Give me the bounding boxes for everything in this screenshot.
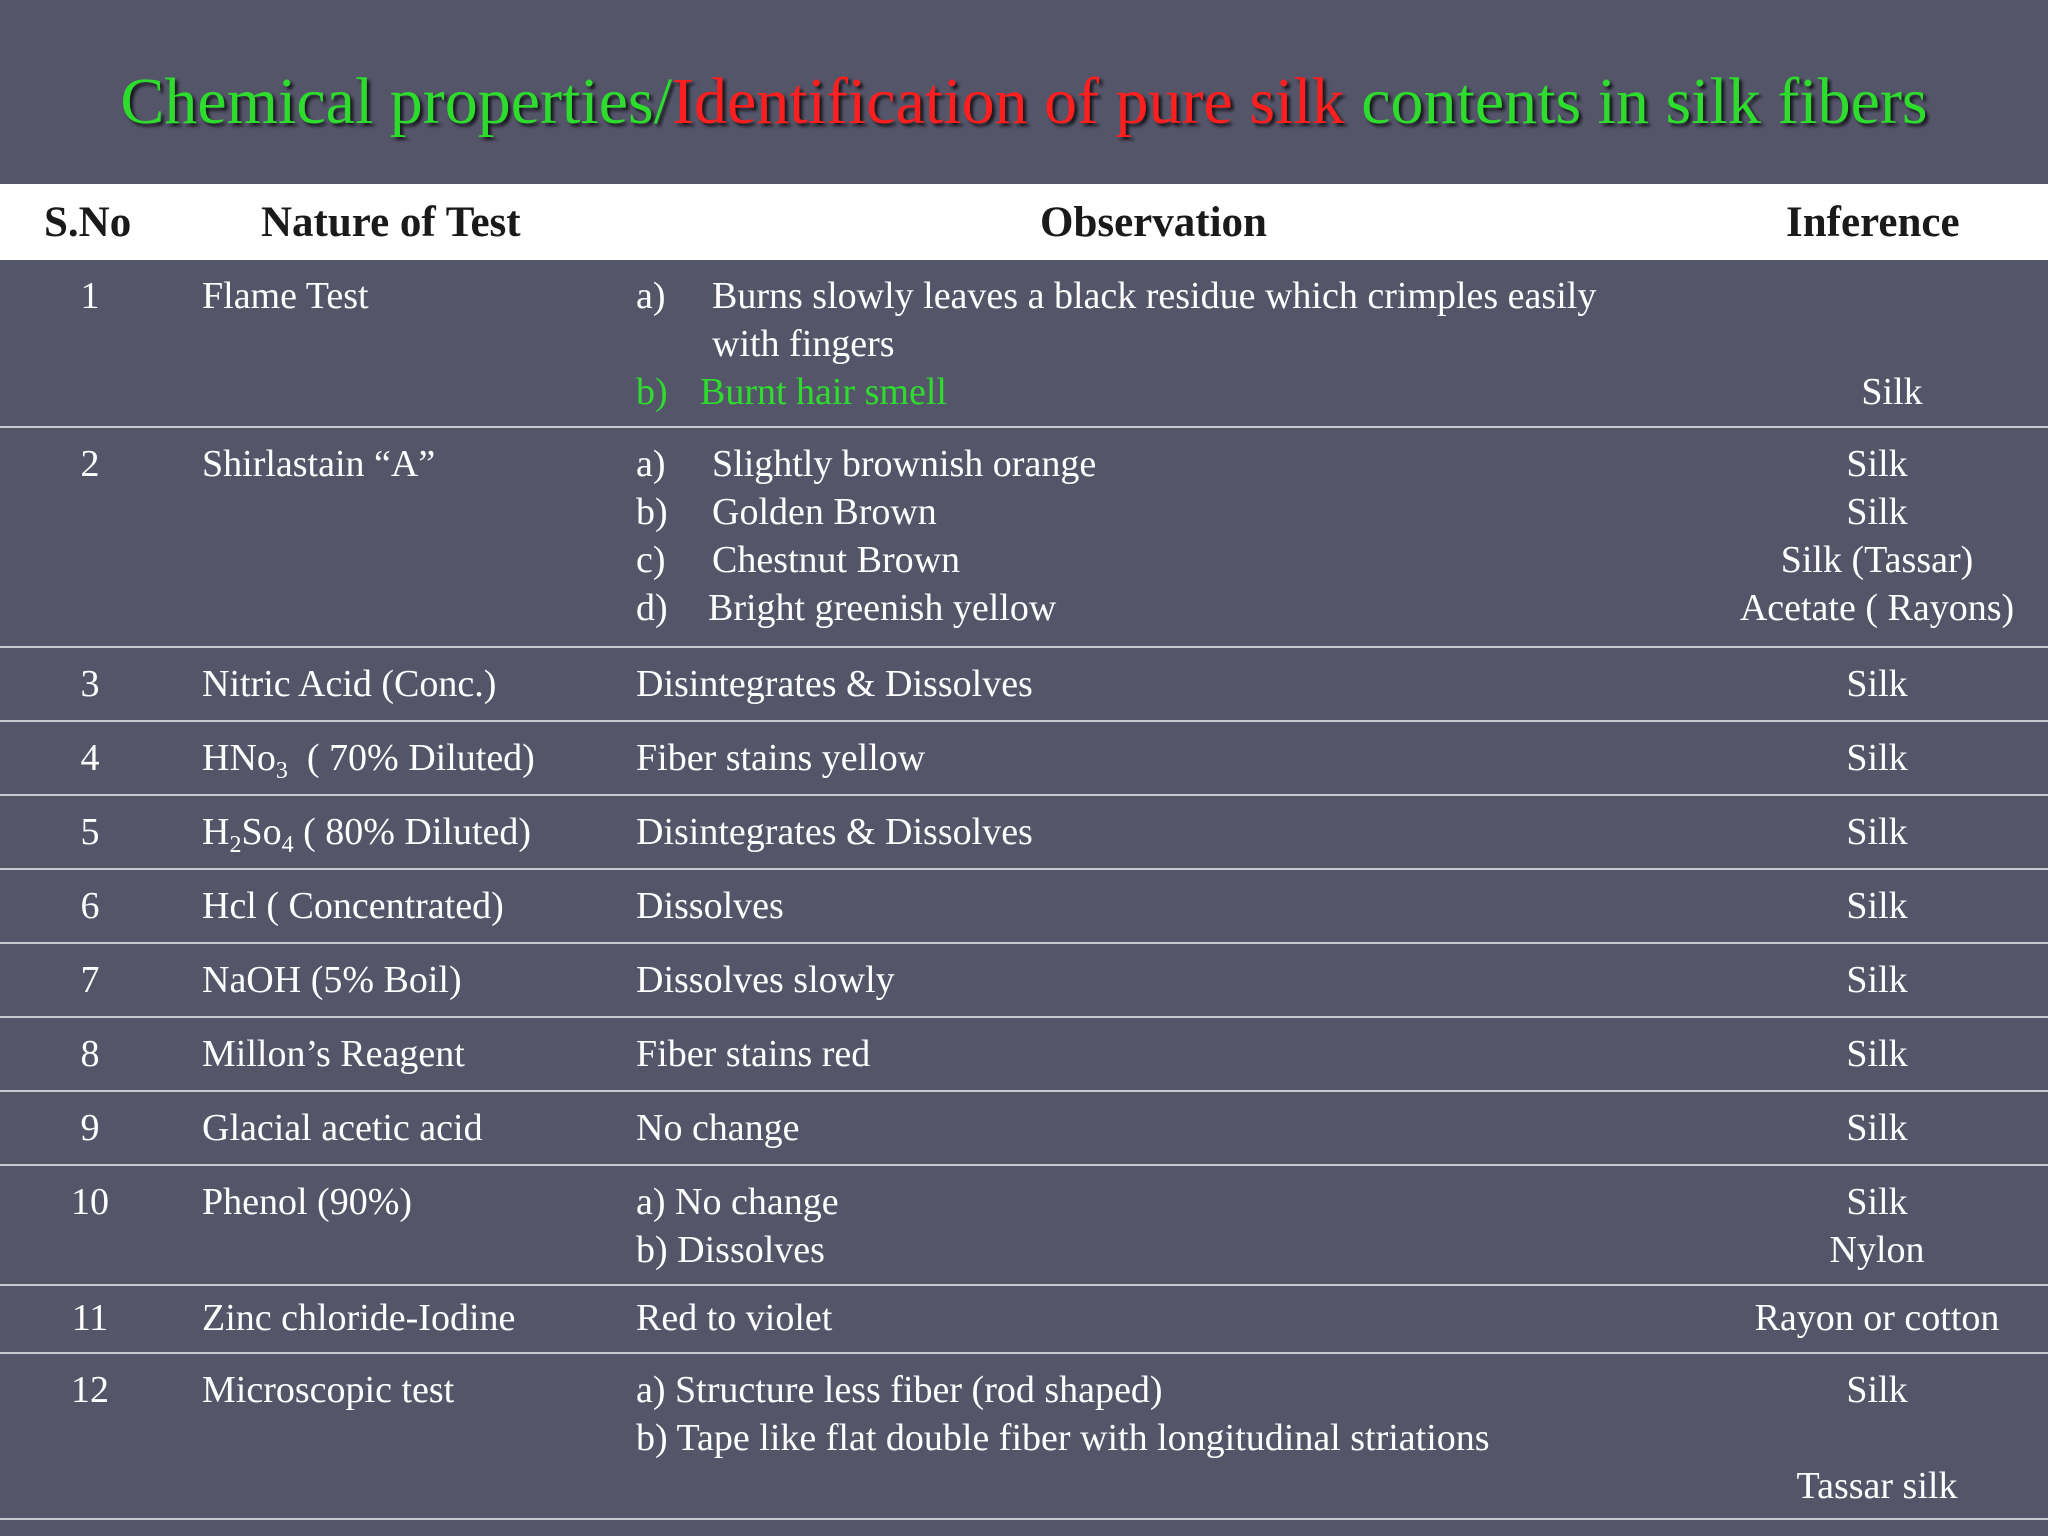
header-observation: Observation bbox=[1040, 199, 1267, 246]
table-row bbox=[0, 944, 2048, 1018]
row-observation: Fiber stains red bbox=[636, 1033, 871, 1075]
row-observation: Dissolves bbox=[636, 885, 784, 927]
row-observation: Disintegrates & Dissolves bbox=[636, 811, 1033, 853]
row-inference bbox=[1730, 1178, 2024, 1274]
obs-text: Chestnut Brown bbox=[712, 539, 961, 581]
row-test: NaOH (5% Boil) bbox=[202, 959, 462, 1001]
table-row bbox=[0, 260, 2048, 428]
obs-item: a) Structure less fiber (rod shaped) bbox=[636, 1369, 1163, 1411]
row-sno: 3 bbox=[80, 663, 100, 705]
row-test: Zinc chloride-Iodine bbox=[202, 1297, 516, 1339]
row-test bbox=[202, 734, 535, 782]
row-sno: 7 bbox=[80, 959, 100, 1001]
row-inference bbox=[1730, 440, 2024, 632]
obs-text: Bright greenish yellow bbox=[708, 587, 1057, 629]
row-sno: 8 bbox=[80, 1033, 100, 1075]
row-observation: Dissolves slowly bbox=[636, 959, 895, 1001]
row-observation bbox=[636, 1178, 839, 1274]
obs-text: Slightly brownish orange bbox=[712, 443, 1097, 485]
slide-title bbox=[0, 62, 2048, 142]
row-sno: 2 bbox=[80, 443, 100, 485]
formula-subscript: 4 bbox=[281, 832, 294, 858]
table-header bbox=[0, 184, 2048, 260]
header-sno: S.No bbox=[44, 199, 132, 246]
row-sno: 9 bbox=[80, 1107, 100, 1149]
table-row bbox=[0, 1286, 2048, 1354]
header-inference: Inference bbox=[1786, 199, 1960, 246]
obs-item: b) Tape like flat double fiber with longitudinal striations bbox=[636, 1417, 1490, 1459]
obs-text: Burns slowly leaves a black residue which crimples easily bbox=[712, 275, 1597, 317]
table-row bbox=[0, 1092, 2048, 1166]
row-observation bbox=[636, 1366, 1490, 1462]
inference-item: Silk bbox=[1846, 491, 1908, 533]
table-row bbox=[0, 1166, 2048, 1286]
row-inference: Rayon or cotton bbox=[1754, 1297, 2000, 1339]
row-test: Hcl ( Concentrated) bbox=[202, 885, 504, 927]
row-test: Glacial acetic acid bbox=[202, 1107, 483, 1149]
obs-label: a) bbox=[636, 275, 666, 317]
row-test: Nitric Acid (Conc.) bbox=[202, 663, 497, 705]
row-test: Microscopic test bbox=[202, 1369, 455, 1411]
formula-subscript: 2 bbox=[229, 832, 242, 858]
row-observation: Fiber stains yellow bbox=[636, 737, 926, 779]
row-inference: Silk bbox=[1846, 737, 1908, 779]
row-sno: 1 bbox=[80, 275, 100, 317]
inference-item: Silk (Tassar) bbox=[1780, 539, 1974, 581]
row-inference: Silk bbox=[1846, 959, 1908, 1001]
row-inference: Silk bbox=[1846, 1033, 1908, 1075]
row-inference: Silk bbox=[1846, 663, 1908, 705]
formula-part: HNo bbox=[202, 737, 276, 779]
obs-label: a) bbox=[636, 443, 666, 485]
obs-text: Burnt hair smell bbox=[700, 371, 947, 413]
row-sno: 4 bbox=[80, 737, 100, 779]
row-observation: Disintegrates & Dissolves bbox=[636, 663, 1033, 705]
title-part-3: contents in silk fibers bbox=[1344, 65, 1928, 138]
inference-item: Tassar silk bbox=[1796, 1465, 1958, 1507]
row-observation bbox=[636, 272, 1596, 416]
inference-item: Silk bbox=[1846, 443, 1908, 485]
inference-item: Silk bbox=[1846, 1369, 1908, 1411]
title-part-2: Identification of pure silk bbox=[672, 65, 1345, 138]
row-inference: Silk bbox=[1861, 371, 1923, 413]
table-row bbox=[0, 870, 2048, 944]
obs-item: a) No change bbox=[636, 1181, 839, 1223]
inference-item: Acetate ( Rayons) bbox=[1739, 587, 2015, 629]
row-observation bbox=[636, 440, 1096, 632]
formula-part: H bbox=[202, 811, 230, 853]
obs-label: b) bbox=[636, 491, 668, 533]
obs-label: b) bbox=[636, 371, 668, 413]
obs-label: d) bbox=[636, 587, 668, 629]
table-row bbox=[0, 428, 2048, 648]
row-inference: Silk bbox=[1846, 885, 1908, 927]
row-sno: 10 bbox=[71, 1181, 109, 1223]
formula-part: So bbox=[241, 811, 282, 853]
table-row bbox=[0, 796, 2048, 870]
row-test bbox=[202, 808, 531, 856]
row-sno: 6 bbox=[80, 885, 100, 927]
row-observation: Red to violet bbox=[636, 1297, 833, 1339]
row-inference: Silk bbox=[1846, 1107, 1908, 1149]
row-sno: 11 bbox=[71, 1297, 109, 1339]
obs-highlight bbox=[636, 368, 1596, 416]
formula-part: ( 80% Diluted) bbox=[293, 811, 532, 853]
formula-subscript: 3 bbox=[275, 758, 288, 784]
row-test: Shirlastain “A” bbox=[202, 443, 436, 485]
obs-text: Golden Brown bbox=[712, 491, 937, 533]
title-part-1: Chemical properties/ bbox=[120, 65, 673, 138]
row-test: Flame Test bbox=[202, 275, 369, 317]
table-row bbox=[0, 648, 2048, 722]
row-observation: No change bbox=[636, 1107, 800, 1149]
row-sno: 5 bbox=[80, 811, 100, 853]
inference-item: Nylon bbox=[1829, 1229, 1925, 1271]
row-inference: Silk bbox=[1846, 811, 1908, 853]
obs-item: b) Dissolves bbox=[636, 1229, 825, 1271]
obs-text-continued: with fingers bbox=[712, 323, 895, 365]
row-test: Phenol (90%) bbox=[202, 1181, 413, 1223]
table-row bbox=[0, 722, 2048, 796]
table-row bbox=[0, 1354, 2048, 1520]
formula-part: ( 70% Diluted) bbox=[287, 737, 535, 779]
obs-label: c) bbox=[636, 539, 666, 581]
row-test: Millon’s Reagent bbox=[202, 1033, 465, 1075]
row-sno: 12 bbox=[71, 1369, 109, 1411]
row-inference bbox=[1730, 1366, 2024, 1510]
inference-item: Silk bbox=[1846, 1181, 1908, 1223]
header-nature-of-test: Nature of Test bbox=[261, 199, 521, 246]
table-row bbox=[0, 1018, 2048, 1092]
